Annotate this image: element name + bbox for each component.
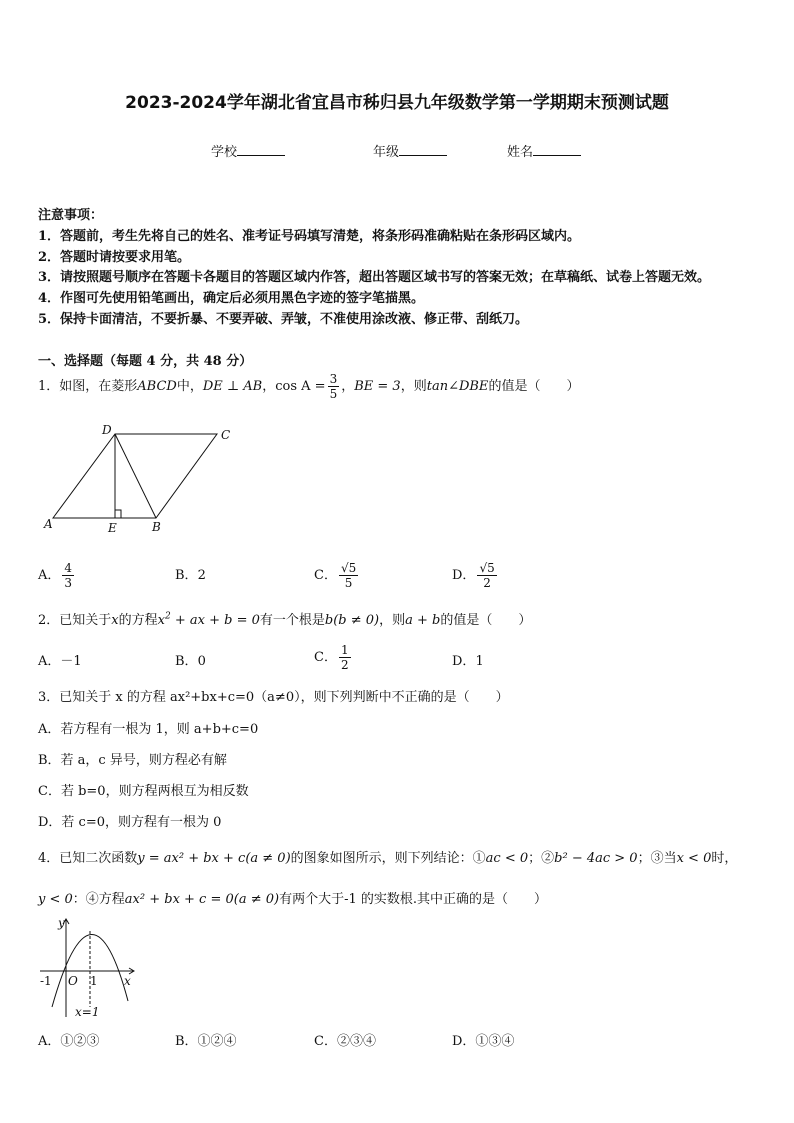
q4-option-c[interactable]: C．②③④: [314, 1034, 376, 1049]
name-label: 姓名: [507, 145, 534, 160]
graph-label-one: 1: [90, 974, 98, 988]
q2-option-a[interactable]: A．－1: [38, 654, 82, 669]
question-2-stem: 2．已知关于x的方程$x^2$ + ax + b = 0有一个根是b(b ≠ 0)，则a + b的值是（ ）: [38, 611, 532, 628]
q4-option-b[interactable]: B．①②④: [175, 1034, 237, 1049]
q1-option-a[interactable]: A． $\frac{4}{3}$: [38, 561, 73, 590]
grade-label: 年级: [373, 145, 400, 160]
fraction: $\frac{3}{5}$: [329, 372, 338, 401]
graph-label-y: y: [58, 916, 65, 930]
q4-option-a[interactable]: A．①②③: [38, 1034, 100, 1049]
question-1-stem: 1．如图，在菱形ABCD中，DE ⊥ AB，cos A = $\frac{3}{5}$ ，BE = 3，则tan∠DBE的值是（ ）: [38, 372, 580, 401]
grade-blank[interactable]: [399, 143, 447, 156]
rhombus-figure: [40, 420, 240, 540]
rhombus-lines: [53, 434, 217, 518]
note-item: 4．作图可先使用铅笔画出，确定后必须用黑色字迹的签字笔描黑。: [38, 291, 425, 306]
label-E: E: [108, 521, 117, 535]
note-item: 2．答题时请按要求用笔。: [38, 250, 191, 265]
notes-heading: 注意事项：: [38, 208, 104, 223]
question-4-stem-line1: 4．已知二次函数y = ax² + bx + c(a ≠ 0)的图象如图所示，则下列结论：①ac < 0；②b² − 4ac > 0；③当x < 0时，: [38, 851, 738, 866]
q2-option-d[interactable]: D．1: [452, 654, 484, 669]
note-item: 1．答题前，考生先将自己的姓名、准考证号码填写清楚，将条形码准确粘贴在条形码区域内。: [38, 229, 581, 244]
question-3-stem: 3．已知关于 x 的方程 ax²+bx+c=0（a≠0），则下列判断中不正确的是（ ）: [38, 690, 509, 705]
school-label: 学校: [211, 145, 238, 160]
graph-label-axis: x=1: [75, 1005, 100, 1019]
label-D: D: [102, 423, 112, 437]
note-item: 3．请按照题号顺序在答题卡各题目的答题区域内作答，超出答题区域书写的答案无效；在草稿纸、试卷上答题无效。: [38, 270, 711, 285]
grade-field[interactable]: [373, 141, 447, 160]
school-blank[interactable]: [237, 143, 285, 156]
q3-option-b[interactable]: B．若 a，c 异号，则方程必有解: [38, 753, 227, 768]
graph-label-origin: O: [68, 974, 78, 988]
q4-option-d[interactable]: D．①③④: [452, 1034, 515, 1049]
section-heading: 一、选择题（每题 4 分，共 48 分）: [38, 354, 253, 369]
note-item: 5．保持卡面清洁，不要折暴、不要弄破、弄皱，不准使用涂改液、修正带、刮纸刀。: [38, 312, 529, 327]
q1-option-b[interactable]: B．2: [175, 568, 206, 583]
label-B: B: [152, 520, 161, 534]
q2-option-b[interactable]: B．0: [175, 654, 206, 669]
name-blank[interactable]: [533, 143, 581, 156]
name-field[interactable]: [507, 141, 581, 160]
label-C: C: [221, 428, 231, 442]
page-title: 2023-2024学年湖北省宜昌市秭归县九年级数学第一学期期末预测试题: [125, 93, 669, 113]
label-A: A: [44, 517, 53, 531]
graph-label-x: x: [124, 974, 131, 988]
q1-option-c[interactable]: C． $\frac{√5}{5}$: [314, 561, 357, 590]
parabola-graph: [36, 915, 146, 1023]
question-4-stem-line2: y < 0：④方程ax² + bx + c = 0(a ≠ 0)有两个大于-1 的实数根.其中正确的是（ ）: [38, 892, 548, 907]
school-field[interactable]: [211, 141, 285, 160]
q3-option-c[interactable]: C．若 b=0，则方程两根互为相反数: [38, 784, 249, 799]
q3-option-a[interactable]: A．若方程有一根为 1，则 a+b+c=0: [38, 722, 259, 737]
graph-label-minus-one: -1: [40, 974, 52, 988]
q2-option-c[interactable]: C． $\frac{1}{2}$: [314, 643, 349, 672]
q1-option-d[interactable]: D． $\frac{√5}{2}$: [452, 561, 495, 590]
q3-option-d[interactable]: D．若 c=0，则方程有一根为 0: [38, 815, 222, 830]
